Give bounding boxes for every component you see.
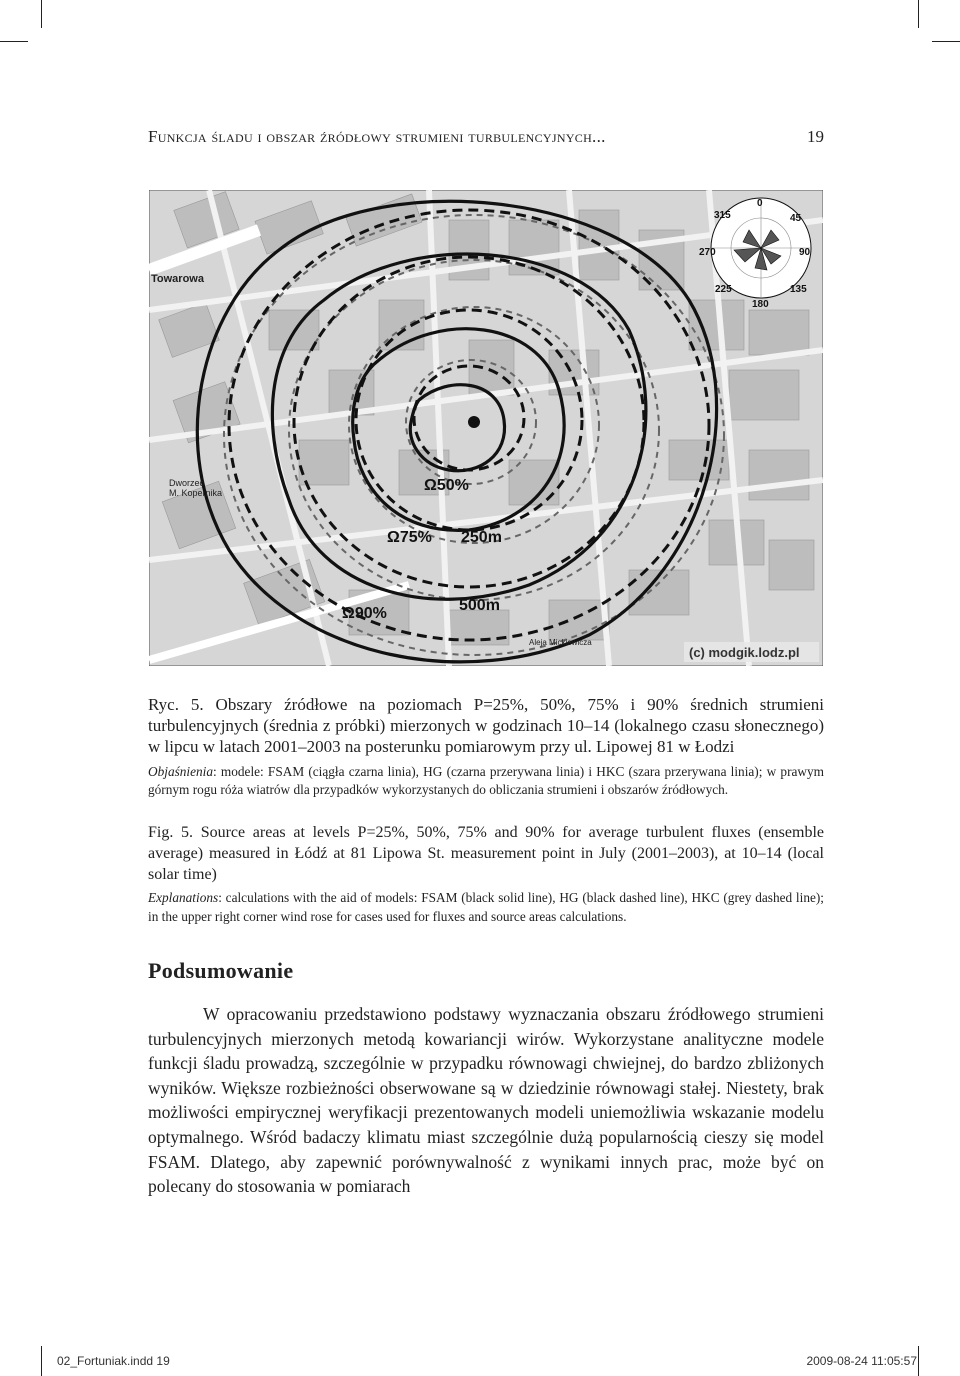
page-number: 19 <box>807 127 824 146</box>
omega90-label: Ω90% <box>342 605 387 622</box>
scale-250m-label: 250m <box>461 529 502 546</box>
wind-rose-n: 0 <box>757 198 763 209</box>
explanation-label-en: Explanations <box>148 890 219 905</box>
crop-mark <box>932 41 960 42</box>
wind-rose-nw: 315 <box>714 210 731 221</box>
figure-caption-en: Fig. 5. Source areas at levels P=25%, 50%, 75% and 90% for average turbulent fluxes (ensemble average) measured in Łódź at 81 Lipowa St. measurement point in July (2001–2003), at 10–14 (local solar time) <box>148 824 824 883</box>
explanation-text-pl: : modele: FSAM (ciągła czarna linia), HG (czarna przerywana linia) i HKC (szara przerywana linia); w prawym górnym rogu róża wiatrów dla przypadków wykorzystanych do obliczania strumieni i obszarów źródłowych. <box>148 764 824 797</box>
figure-explanation-en <box>148 888 824 926</box>
omega50-label: Ω50% <box>424 477 469 494</box>
wind-rose-w: 270 <box>699 247 716 258</box>
crop-mark <box>918 0 919 28</box>
omega75-label: Ω75% <box>387 529 432 546</box>
crop-mark <box>0 41 28 42</box>
section-body: W opracowaniu przedstawiono podstawy wyznaczania obszaru źródłowego strumieni turbulencyjnych mierzonych metodą kowariancji wirów. Wykorzystane analityczne modele funkcji śladu prowadzą, szczególnie w przypadku równowagi chwiejnej, do bardzo zbliżonych wyników. Większe rozbieżności obserwowane są w dziedzinie równowagi stałej. Niestety, brak możliwości empirycznej weryfikacji prezentowanych modeli uniemożliwia wskazanie modelu optymalnego. Wśród badaczy klimatu miast szczególnie dużą popularnością cieszy się model FSAM. Dlatego, aby zapewnić porównywalność z wynikami innych prac, może być on polecany do stosowania w pomiarach <box>148 1004 824 1197</box>
explanation-label-pl: Objaśnienia <box>148 764 214 779</box>
figure-caption-pl: Ryc. 5. Obszary źródłowe na poziomach P=25%, 50%, 75% i 90% średnich strumieni turbulencyjnych (średnia z próbki) mierzonych w godzinach 10–14 (lokalnego czasu słonecznego) w lipcu w latach 2001–2003 na posterunku pomiarowym przy ul. Lipowej 81 w Łodzi <box>148 695 824 756</box>
wind-rose-s: 180 <box>752 299 769 310</box>
explanation-text-en: : calculations with the aid of models: FSAM (black solid line), HG (black dashed line), HKC (grey dashed line); in the upper right corner wind rose for cases used for fluxes and source areas calculations. <box>148 890 824 924</box>
street-label-towarowa: Towarowa <box>151 273 204 285</box>
wind-rose-e: 90 <box>799 247 811 258</box>
wind-rose-se: 135 <box>790 284 807 295</box>
street-label-mickiewicza: Aleja Mickiewicza <box>529 638 592 647</box>
wind-rose-sw: 225 <box>715 284 732 295</box>
running-header <box>148 127 824 157</box>
source-area-map <box>149 190 823 666</box>
slug-filename: 02_Fortuniak.indd 19 <box>57 1354 170 1368</box>
slug-timestamp: 2009-08-24 11:05:57 <box>806 1354 917 1368</box>
measurement-point <box>468 416 480 428</box>
wind-rose <box>699 198 811 310</box>
scale-500m-label: 500m <box>459 597 500 614</box>
figure-explanation-pl <box>148 763 824 799</box>
print-slug <box>0 1354 960 1372</box>
section-title: Podsumowanie <box>148 958 294 983</box>
street-label-kopernika: M. Kopernika <box>169 488 223 498</box>
map-watermark: (c) modgik.lodz.pl <box>689 645 800 660</box>
map-figure <box>149 190 823 666</box>
street-label-dworzec: Dworzec <box>169 478 205 488</box>
wind-rose-ne: 45 <box>790 213 802 224</box>
crop-mark <box>41 0 42 28</box>
running-title: Funkcja śladu i obszar źródłowy strumieni turbulencyjnych... <box>148 127 606 146</box>
